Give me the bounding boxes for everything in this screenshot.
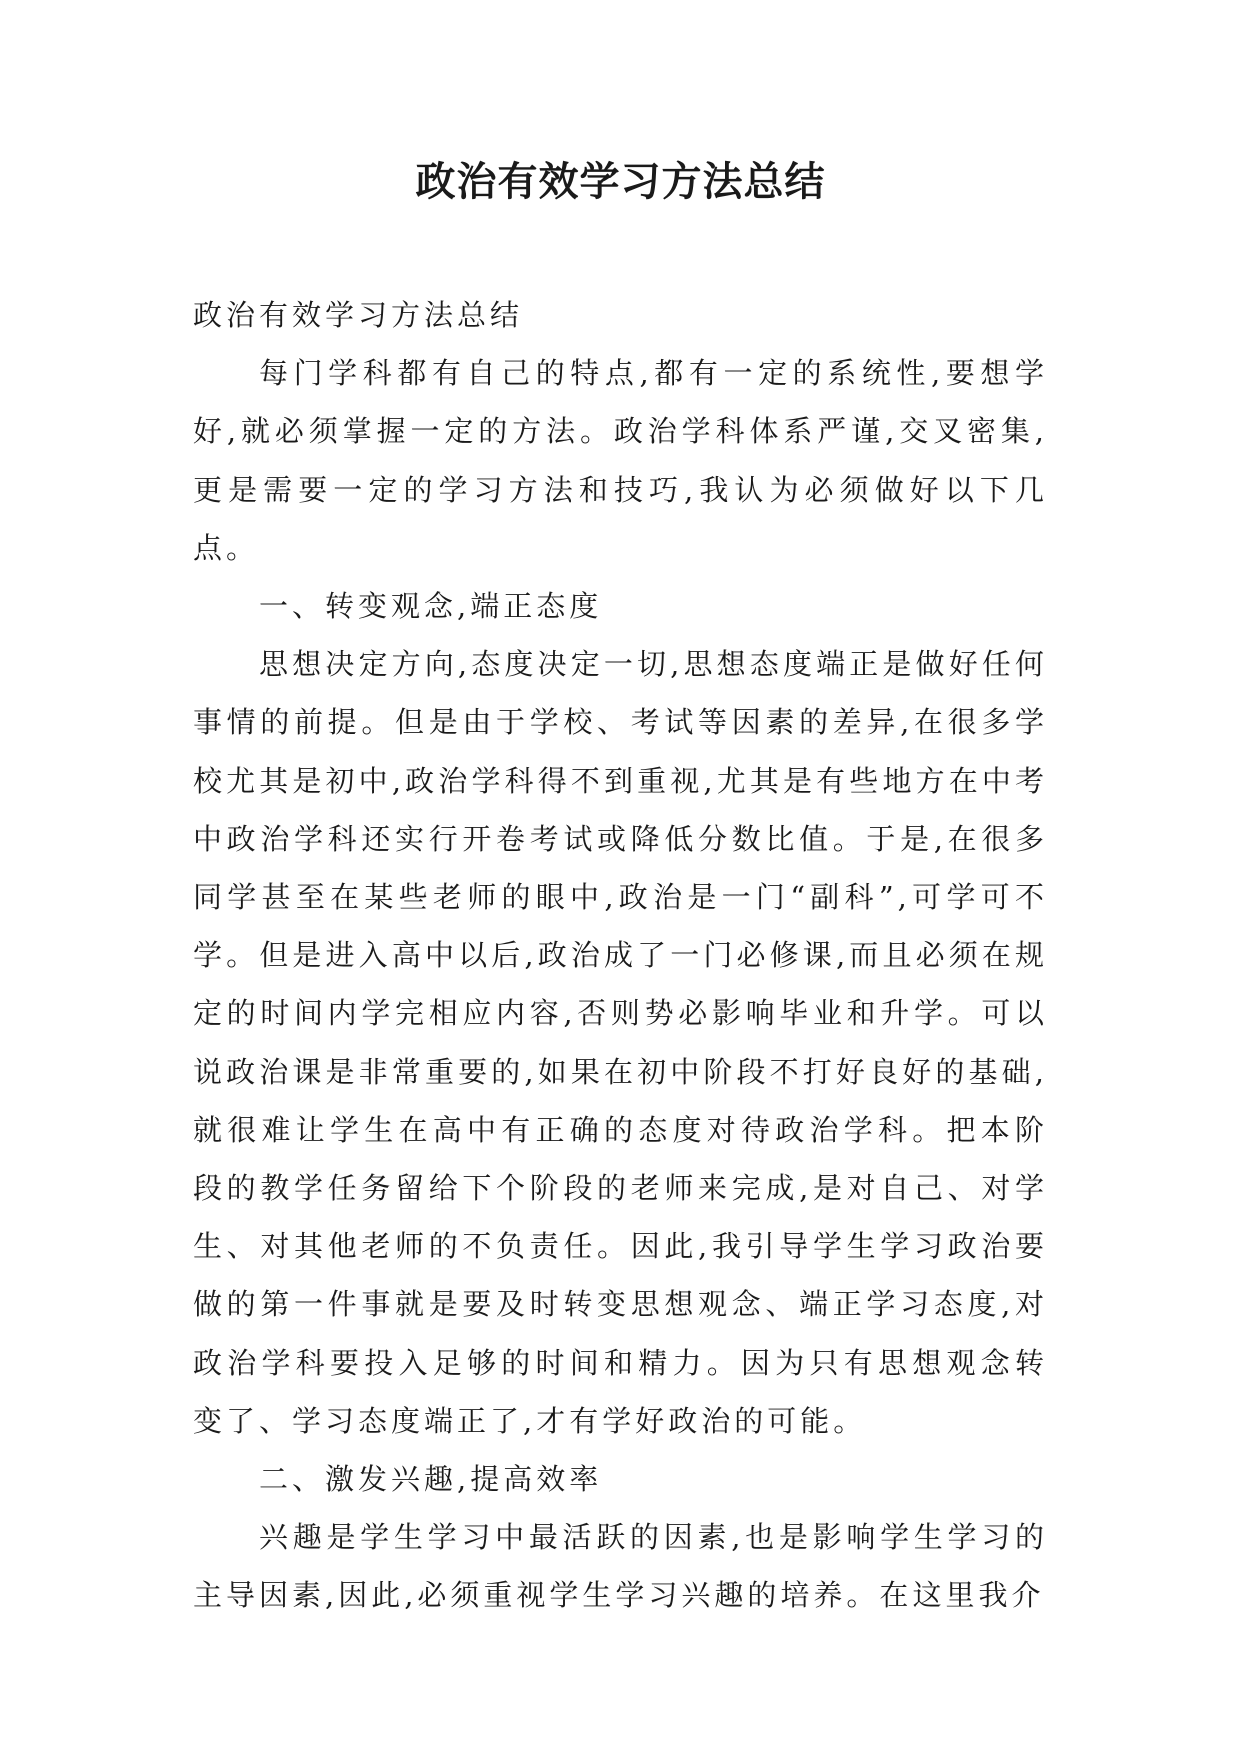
document-title: 政治有效学习方法总结 — [415, 159, 826, 205]
document-body — [193, 286, 1048, 1625]
paragraph-section-2: 兴趣是学生学习中最活跃的因素,也是影响学生学习的主导因素,因此,必须重视学生学习兴趣的培养。在这里我介 — [193, 1520, 1048, 1613]
section-heading-1: 一、转变观念,端正态度 — [259, 589, 603, 624]
body-subtitle: 政治有效学习方法总结 — [193, 298, 524, 332]
paragraph-section-1: 思想决定方向,态度决定一切,思想态度端正是做好任何事情的前提。但是由于学校、考试等因素的差异,在很多学校尤其是初中,政治学科得不到重视,尤其是有些地方在中考中政治学科还实行开卷考试或降低分数比值。于是,在很多同学甚至在某些老师的眼中,政治是一门“副科”,可学可不学。但是进入高中以后,政治成了一门必修课,而且必须在规定的时间内学完相应内容,否则势必影响毕业和升学。可以说政治课是非常重要的,如果在初中阶段不打好良好的基础,就很难让学生在高中有正确的态度对待政治学科。把本阶段的教学任务留给下个阶段的老师来完成,是对自己、对学生、对其他老师的不负责任。因此,我引导学生学习政治要做的第一件事就是要及时转变思想观念、端正学习态度,对政治学科要投入足够的时间和精力。因为只有思想观念转变了、学习态度端正了,才有学好政治的可能。 — [193, 647, 1048, 1438]
paragraph-intro: 每门学科都有自己的特点,都有一定的系统性,要想学好,就必须掌握一定的方法。政治学科体系严谨,交叉密集,更是需要一定的学习方法和技巧,我认为必须做好以下几点。 — [193, 356, 1048, 565]
section-heading-2: 二、激发兴趣,提高效率 — [259, 1462, 603, 1497]
